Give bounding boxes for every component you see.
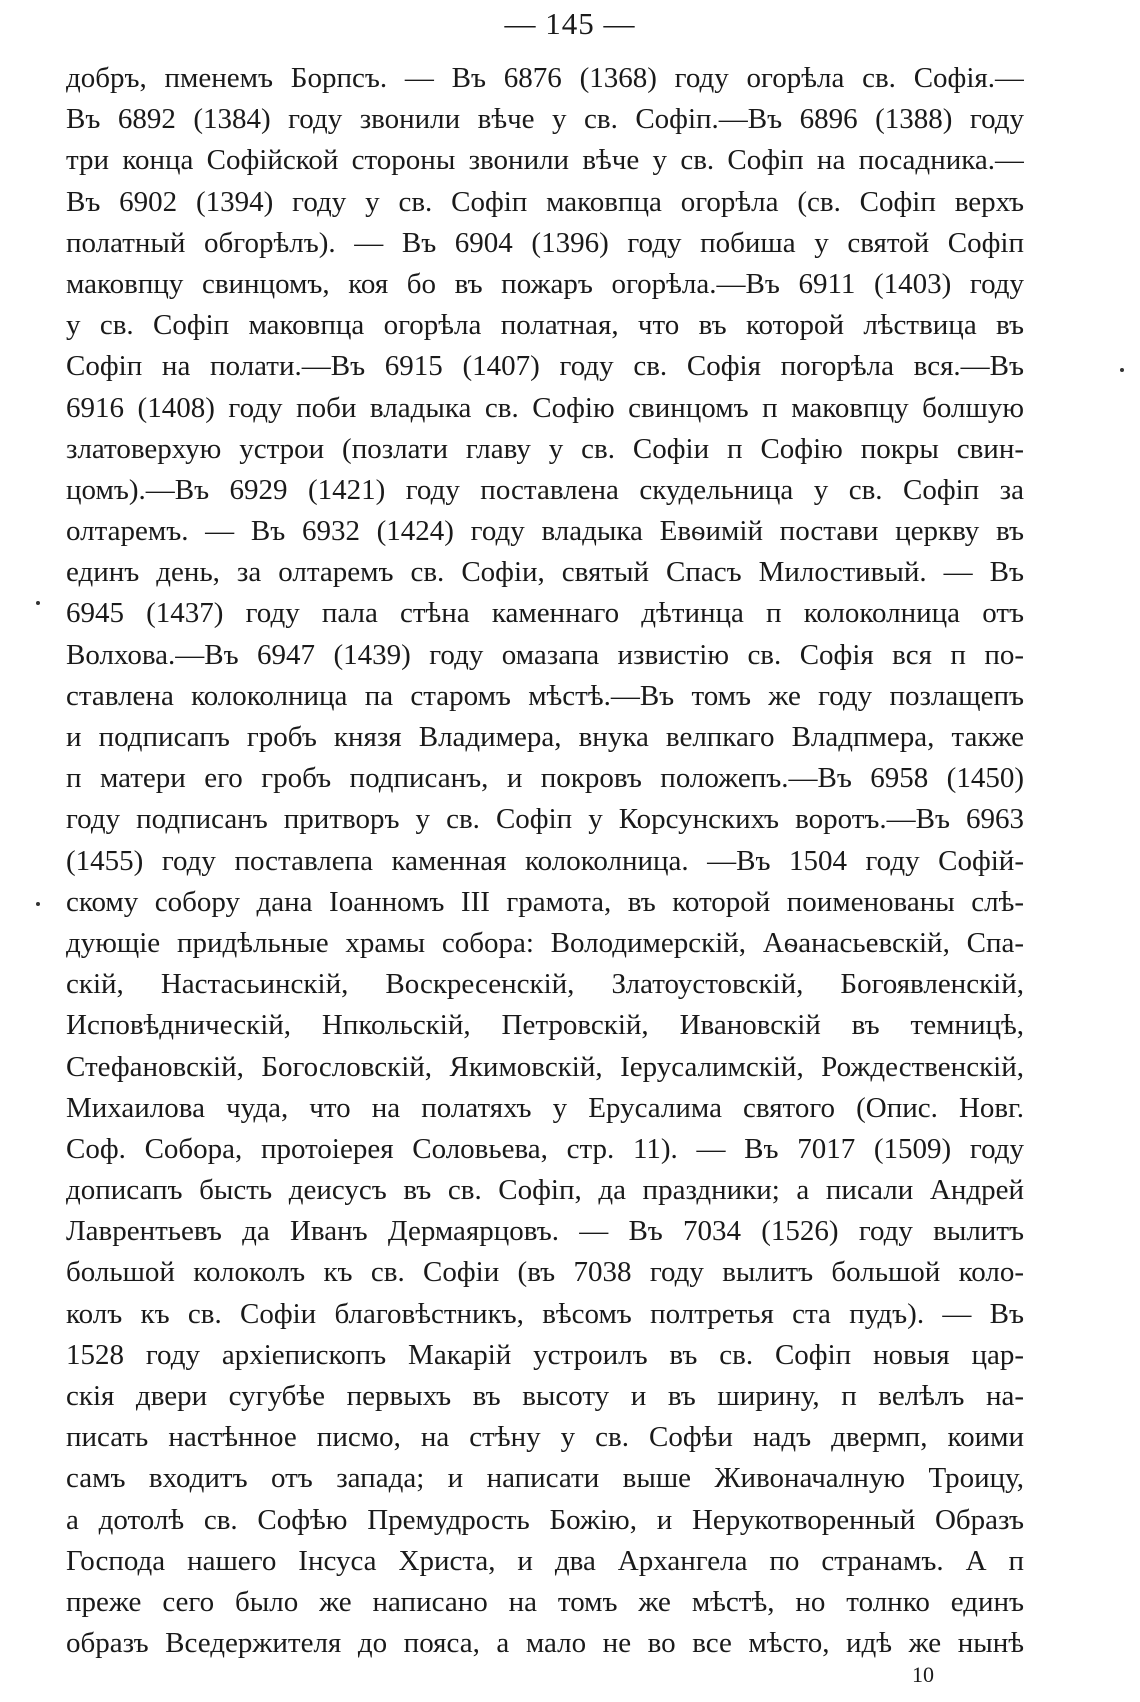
page-number: — 145 — [504, 6, 636, 41]
text-line: полатный обгорѣлъ). — Въ 6904 (1396) году побиша у святой Софіп [66, 226, 1024, 259]
text-line: у св. Софіп маковпца огорѣла полатная, что въ которой лѣствица въ [66, 309, 1024, 342]
text-line: скія двери сугубѣе первыхъ въ высоту и въ ширину, п велѣлъ на- [66, 1380, 1024, 1412]
text-line: Стефановскій, Богословскій, Якимовскій, Іерусалимскій, Рождественскій, [66, 1050, 1024, 1083]
text-line: преже сего было же написано на томъ же мѣстѣ, но толнко единъ [66, 1585, 1024, 1618]
text-line: Волхова.—Въ 6947 (1439) году омазапа извистію св. Софія вся п по- [66, 638, 1024, 671]
text-line: цомъ).—Въ 6929 (1421) году поставлена скудельница у св. Софіп за [66, 473, 1024, 506]
text-line: (1455) году поставлепа каменная колоколница. —Въ 1504 году Софій- [66, 844, 1024, 877]
text-line: Въ 6892 (1384) году звонили вѣче у св. Софіп.—Въ 6896 (1388) году [66, 103, 1024, 136]
text-line: п матери его гробъ подписанъ, и покровъ положепъ.—Въ 6958 (1450) [66, 762, 1024, 795]
text-line: Лаврентьевъ да Иванъ Дермаярцовъ. — Въ 7034 (1526) году вылитъ [66, 1215, 1024, 1248]
text-line: 6916 (1408) году поби владыка св. Софію свинцомъ п маковпцу болшую [66, 391, 1024, 424]
text-line: 1528 году архіепископъ Макарій устроилъ въ св. Софіп новыя цар- [66, 1338, 1024, 1371]
text-line: дующіе придѣльные храмы собора: Володимерскій, Аѳанасьевскій, Спа- [66, 926, 1024, 959]
text-line: Софіп на полати.—Въ 6915 (1407) году св. Софія погорѣла вся.—Въ [66, 350, 1024, 383]
margin-speck [1120, 368, 1124, 372]
text-line: самъ входитъ отъ запада; и написати выше Живоначалную Троицу, [66, 1462, 1024, 1495]
text-line: три конца Софійской стороны звонили вѣче у св. Софіп на посадника.— [66, 144, 1024, 177]
text-line: добръ, пменемъ Борпсъ. — Въ 6876 (1368) году огорѣла св. Софія.— [66, 62, 1024, 94]
margin-speck [36, 902, 40, 906]
text-line: единъ день, за олтаремъ св. Софіи, святый Спасъ Милостивый. — Въ [66, 556, 1024, 589]
text-line: большой колоколъ къ св. Софіи (въ 7038 году вылитъ большой коло- [66, 1256, 1024, 1289]
text-line: 6945 (1437) году пала стѣна каменнаго дѣтинца п колоколница отъ [66, 597, 1024, 630]
text-line: златоверхую устрои (позлати главу у св. Софіи п Софію покры свин- [66, 432, 1024, 465]
text-line: а дотолѣ св. Софѣю Премудрость Божію, и Нерукотворенный Образъ [66, 1503, 1024, 1536]
text-line: олтаремъ. — Въ 6932 (1424) году владыка Евѳимій постави церкву въ [66, 515, 1024, 548]
text-line: Соф. Собора, протоіерея Соловьева, стр. 11). — Въ 7017 (1509) году [66, 1132, 1024, 1165]
body-text [66, 58, 1024, 1664]
margin-speck [36, 601, 40, 605]
text-line: дописапъ бысть деисусъ въ св. Софіп, да праздники; а писали Андрей [66, 1174, 1024, 1207]
text-line: Исповѣдническій, Нпкольскій, Петровскій, Ивановскій въ темницѣ, [66, 1009, 1024, 1042]
text-line: колъ къ св. Софіи благовѣстникъ, вѣсомъ полтретья ста пудъ). — Въ [66, 1297, 1024, 1330]
text-line: Въ 6902 (1394) году у св. Софіп маковпца огорѣла (св. Софіп верхъ [66, 185, 1024, 218]
text-line: Господа нашего Інсуса Христа, и два Архангела по странамъ. А п [66, 1544, 1024, 1577]
text-line: скому собору дана Іоанномъ III грамота, въ которой поименованы слѣ- [66, 885, 1024, 918]
signature-mark: 10 [912, 1662, 934, 1687]
text-line: скій, Настасьинскій, Воскресенскій, Златоустовскій, Богоявленскій, [66, 968, 1024, 1001]
text-line: ставлена колоколница па старомъ мѣстѣ.—Въ томъ же году позлащепъ [66, 679, 1024, 712]
text-line: образъ Вседержителя до пояса, а мало не во все мѣсто, идѣ же нынѣ [66, 1627, 1024, 1660]
text-line: Михаилова чуда, что на полатяхъ у Ерусалима святого (Опис. Новг. [66, 1091, 1024, 1124]
text-line: маковпцу свинцомъ, коя бо въ пожаръ огорѣла.—Въ 6911 (1403) году [66, 267, 1024, 300]
text-line: и подписапъ гробъ князя Владимера, внука велпкаго Владпмера, также [66, 721, 1024, 753]
text-line: писать настѣнное писмо, на стѣну у св. Софѣи надъ двермп, коими [66, 1421, 1024, 1454]
text-line: году подписанъ притворъ у св. Софіп у Корсунскихъ воротъ.—Въ 6963 [66, 803, 1024, 836]
